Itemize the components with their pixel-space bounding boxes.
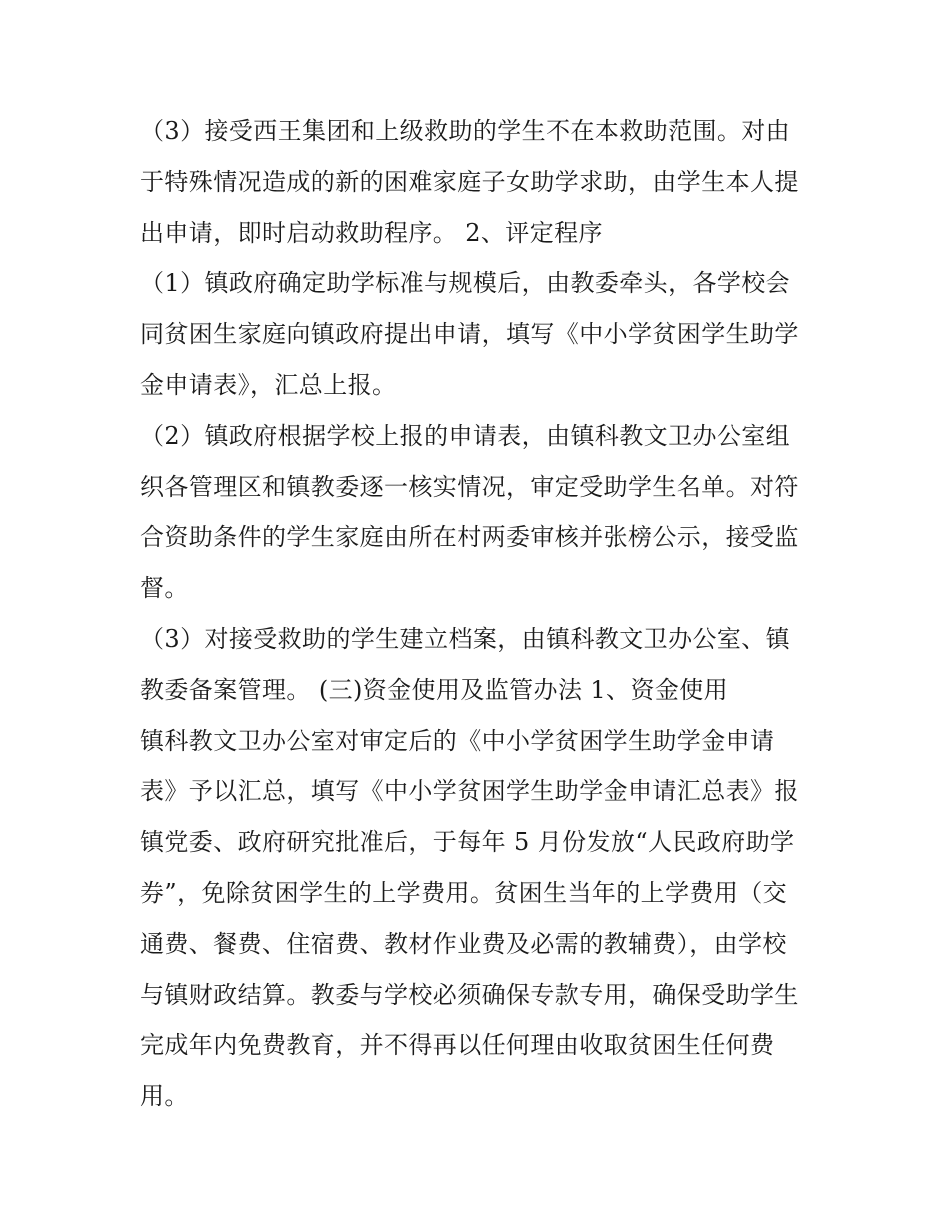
text-line: 券”，免除贫困学生的上学费用。贫困生当年的上学费用（交 (140, 878, 788, 907)
text-line: 督。 (140, 574, 189, 603)
text-line: （1）镇政府确定助学标准与规模后，由教委牵头，各学校会 (140, 269, 791, 298)
text-line: 于特殊情况造成的新的困难家庭子女助学求助，由学生本人提 (140, 167, 799, 196)
text-line: 用。 (140, 1082, 189, 1111)
text-line: 与镇财政结算。教委与学校必须确保专款专用，确保受助学生 (140, 980, 799, 1009)
text-line: （3）对接受救助的学生建立档案，由镇科教文卫办公室、镇 (140, 624, 791, 653)
text-line: 完成年内免费教育，并不得再以任何理由收取贫困生任何费 (140, 1031, 775, 1060)
text-line: 合资助条件的学生家庭由所在村两委审核并张榜公示，接受监 (140, 523, 799, 552)
text-line: 金申请表》，汇总上报。 (140, 370, 397, 399)
text-line: 织各管理区和镇教委逐一核实情况，审定受助学生名单。对符 (140, 472, 799, 501)
text-line: 通费、餐费、住宿费、教材作业费及必需的教辅费），由学校 (140, 929, 787, 958)
text-line: 教委备案管理。 (三)资金使用及监管办法 1、资金使用 (140, 675, 729, 704)
text-line: 镇党委、政府研究批准后，于每年 5 月份发放“人民政府助学 (140, 828, 795, 857)
text-line: 表》予以汇总，填写《中小学贫困学生助学金申请汇总表》报 (140, 777, 799, 806)
text-line: 同贫困生家庭向镇政府提出申请，填写《中小学贫困学生助学 (140, 320, 799, 349)
document-body (140, 106, 820, 1122)
text-line: 镇科教文卫办公室对审定后的《中小学贫困学生助学金申请 (140, 726, 775, 755)
text-line: 出申请，即时启动救助程序。 2、评定程序 (140, 218, 603, 247)
text-line: （2）镇政府根据学校上报的申请表，由镇科教文卫办公室组 (140, 421, 791, 450)
text-line: （3）接受西王集团和上级救助的学生不在本救助范围。对由 (140, 117, 791, 145)
